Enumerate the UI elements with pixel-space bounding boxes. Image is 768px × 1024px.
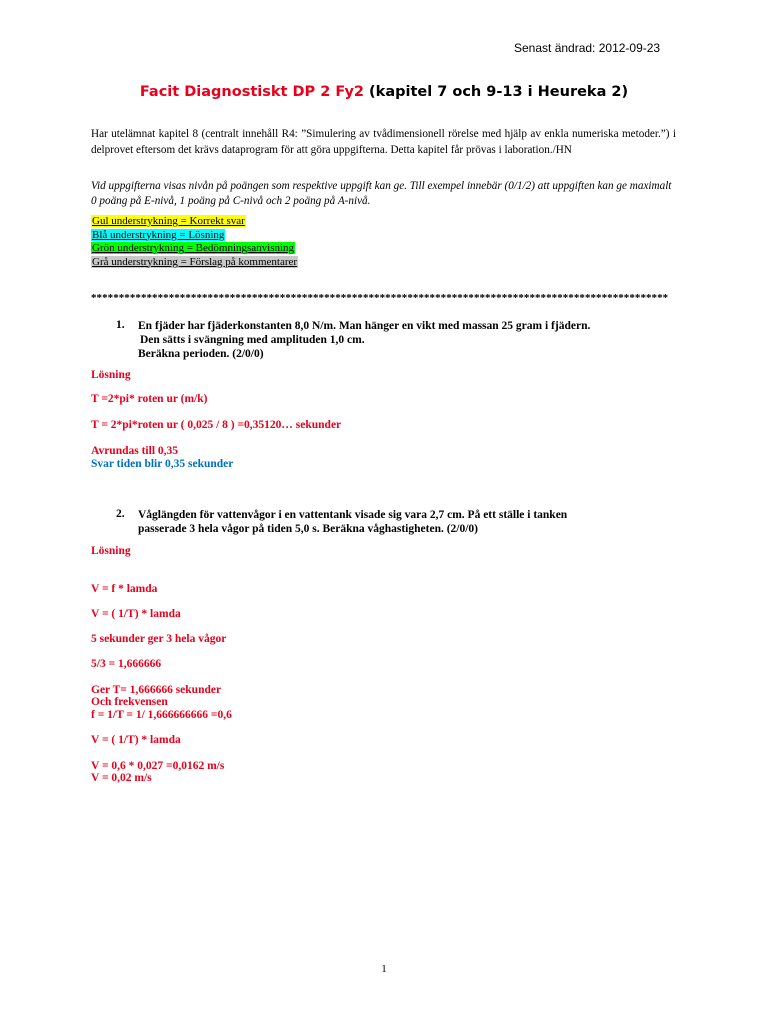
q2-step7a: V = 0,6 * 0,027 =0,0162 m/s [91,760,225,772]
q1-solution-label: Lösning [91,369,131,381]
q2-step2: V = ( 1/T) * lamda [91,608,181,620]
points-note: Vid uppgifterna visas nivån på poängen som respektive uppgift kan ge. Till exempel innebär (0/1/2) att uppgiften kan ge maximalt 0 poäng på E-nivå, 1 poäng på C-nivå och 2 poäng på A-nivå. [91,180,672,207]
q2-line1: Våglängden för vattenvågor i en vattentank visade sig vara 2,7 cm. På ett ställe i tanken [138,509,568,521]
q2-step5b: Och frekvensen [91,696,168,708]
q1-answer: Svar tiden blir 0,35 sekunder [91,458,234,470]
separator-line: ******************************************************************************************************** [91,292,669,304]
q1-line3: Beräkna perioden. (2/0/0) [138,348,264,360]
page-title [0,84,768,100]
q2-step5a: Ger T= 1,666666 sekunder [91,684,222,696]
title-black-part: (kapitel 7 och 9-13 i Heureka 2) [364,84,629,100]
legend-green: Grön understrykning = Bedömningsanvisning [92,242,295,254]
q1-number: 1. [116,319,125,331]
q2-number: 2. [116,508,125,520]
legend-yellow: Gul understrykning = Korrekt svar [92,215,245,227]
q2-text [138,508,567,536]
last-modified-date: Senast ändrad: 2012-09-23 [514,41,661,55]
q2-step4: 5/3 = 1,666666 [91,658,162,670]
q1-line2: Den sätts i svängning med amplituden 1,0 cm. [140,334,365,346]
q1-step1: T =2*pi* roten ur (m/k) [91,393,208,405]
legend-gray: Grå understrykning = Förslag på kommentarer [92,255,298,268]
intro-paragraph: Har utelämnat kapitel 8 (centralt innehåll R4: ”Simulering av tvådimensionell rörelse med hjälp av enkla numeriska metoder.”) i delprovet eftersom det krävs dataprogram för att göra uppgifterna. Detta kapitel får prövas i laboration./HN [91,128,676,156]
q2-solution-label: Lösning [91,545,131,557]
q2-step6: V = ( 1/T) * lamda [91,734,181,746]
q1-line1: En fjäder har fjäderkonstanten 8,0 N/m. Man hänger en vikt med massan 25 gram i fjädern. [138,320,591,332]
page-number: 1 [381,963,387,975]
q2-step5c: f = 1/T = 1/ 1,666666666 =0,6 [91,709,232,721]
highlight-legend [91,215,298,269]
q1-step3: Avrundas till 0,35 [91,445,179,457]
q2-step1: V = f * lamda [91,583,158,595]
q2-step7b: V = 0,02 m/s [91,772,152,784]
q1-text [138,319,590,361]
q1-step2: T = 2*pi*roten ur ( 0,025 / 8 ) =0,35120… sekunder [91,419,342,431]
legend-cyan: Blå understrykning = Lösning [92,228,225,241]
q2-step3: 5 sekunder ger 3 hela vågor [91,633,227,645]
title-red-part: Facit Diagnostiskt DP 2 Fy2 [139,84,364,100]
q2-line2: passerade 3 hela vågor på tiden 5,0 s. Beräkna våghastigheten. (2/0/0) [138,523,479,535]
